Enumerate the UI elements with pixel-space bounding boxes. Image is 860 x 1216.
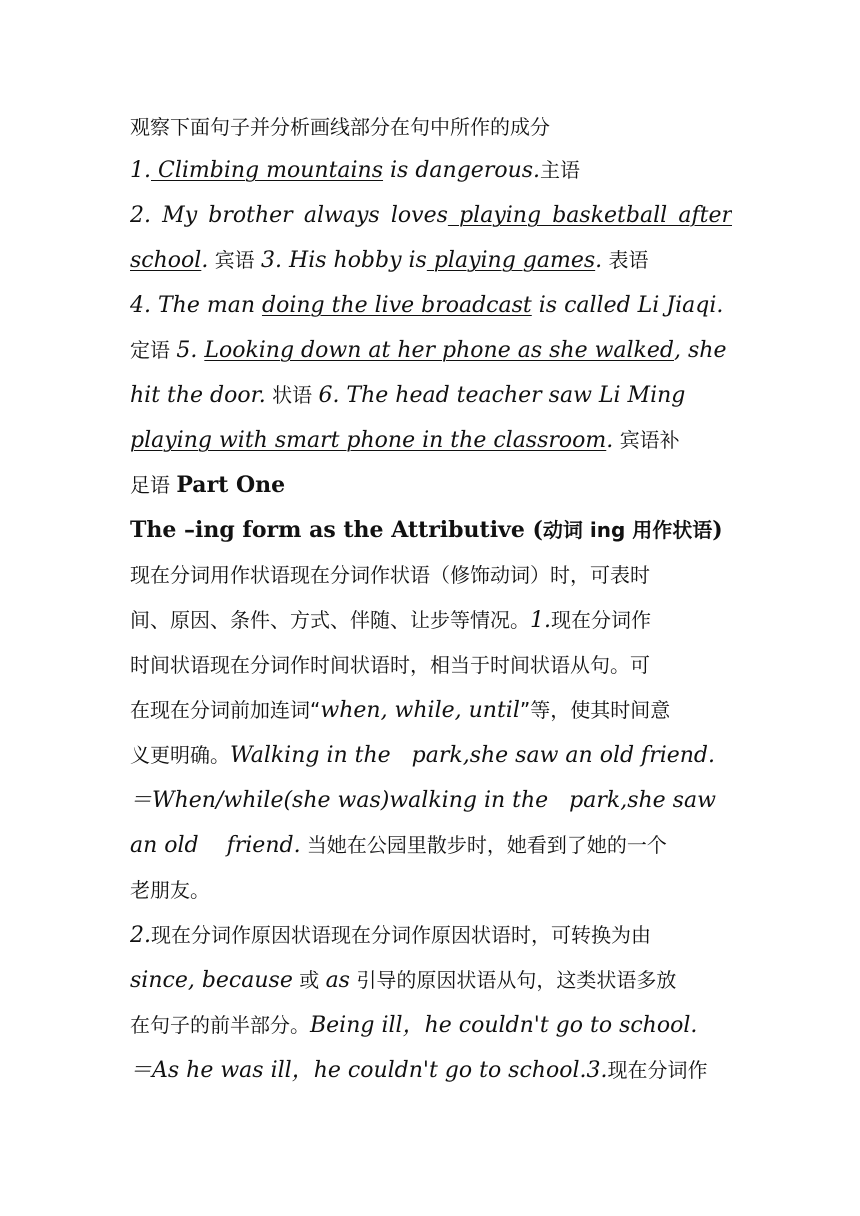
para2-line4 [130,1048,732,1093]
para1-text-4b: when, while, until [320,698,520,723]
ex1-rest: is dangerous. [383,158,541,183]
para2-line3 [130,1003,732,1048]
ex2-period: . [201,248,209,273]
ex1-number: 1. [130,158,151,183]
ex4-text: 4. The man [130,293,262,318]
para1-line8 [130,868,732,913]
ex5-underlined: Looking down at her phone as she walked [204,338,674,363]
para1-line7 [130,823,732,868]
para1-text-4a: 在现在分词前加连词“ [130,698,321,722]
intro-text: 观察下面句子并分析画线部分在句中所作的成分 [130,115,550,139]
ex1-underlined: Climbing mountains [151,158,384,183]
ex5-tag: 状语 [265,383,319,407]
part-one-heading: Part One [176,472,286,498]
intro-line [130,106,732,148]
para1-text-5a: 义更明确。 [130,743,230,767]
example-2-3-line [130,238,732,283]
ex2-underlined-cont: school [130,248,202,273]
ex6-tag-cont: 足语 [130,473,177,497]
ex6-underlined: playing with smart phone in the classroom [130,428,607,453]
para2-text-4a: ＝As he was ill，he couldn't go to school.3. [130,1058,608,1083]
para1-text-2a: 间、原因、条件、方式、伴随、让步等情况。 [130,608,530,632]
ex6-tag: 宾语补 [613,428,680,452]
para2-text-4b: 现在分词作 [607,1058,708,1082]
ex3-period: . [595,248,603,273]
para2-text-2a: since, because [130,968,293,993]
para1-line6 [130,778,732,823]
ex4-rest: is called Li Jiaqi. [531,293,724,318]
para1-text-1: 现在分词用作状语现在分词作状语（修饰动词）时，可表时 [130,563,650,587]
document-page [130,106,732,1093]
ex4-underlined: doing the live broadcast [261,293,532,318]
ex3-tag: 表语 [602,248,649,272]
para1-text-2c: 现在分词作 [551,608,651,632]
example-2-line [130,193,732,238]
ex5-cont: hit the door. [130,383,266,408]
ex3-text: 3. His hobby is [261,248,427,273]
ex3-underlined: playing games [426,248,596,273]
para2-text-2b: 或 [292,968,326,992]
para1-line2 [130,598,732,643]
para1-text-5b: Walking in the park,she saw an old friend. [230,743,716,768]
para2-text-3a: 在句子的前半部分。 [130,1013,310,1037]
ex2-text: 2. My brother always loves [130,203,448,228]
ex1-tag: 主语 [540,158,581,182]
para1-text-2b: 1. [530,608,551,633]
para2-text-2c: as [325,968,350,993]
part-one-line [130,463,732,508]
section-heading-en: The –ing form as the Attributive ( [130,517,543,543]
para1-line1 [130,553,732,598]
para2-line2 [130,958,732,1003]
para1-text-7a: an old friend. [130,833,301,858]
para1-text-8: 老朋友。 [130,878,210,902]
para2-text-2d: 引导的原因状语从句，这类状语多放 [349,968,677,992]
ex5-rest: , she [674,338,727,363]
para1-line5 [130,733,732,778]
para2-line1 [130,913,732,958]
para1-line4 [130,688,732,733]
para2-text-1a: 2. [130,923,151,948]
ex6-text: 6. The head teacher saw Li Ming [318,383,686,408]
para1-text-3: 时间状语现在分词作时间状语时，相当于时间状语从句。可 [130,653,650,677]
ex4-tag: 定语 [130,338,177,362]
ex2-tag: 宾语 [208,248,262,272]
example-4-line [130,283,732,328]
section-heading-cn: 动词 ing 用作状语 [542,518,713,542]
para1-line3 [130,643,732,688]
para2-text-1b: 现在分词作原因状语现在分词作原因状语时，可转换为由 [151,923,651,947]
example-6-line [130,418,732,463]
para2-text-3b: Being ill，he couldn't go to school. [310,1013,698,1038]
para1-text-4c: ”等，使其时间意 [519,698,671,722]
section-heading-end: ) [712,517,723,543]
example-4-5-line [130,328,732,373]
ex2-underlined: playing basketball after [447,203,732,228]
ex5-number: 5. [176,338,205,363]
para1-text-7b: 当她在公园里散步时，她看到了她的一个 [300,833,667,857]
ex6-period: . [606,428,614,453]
example-5-6-line [130,373,732,418]
example-1-line [130,148,732,193]
para1-text-6: ＝When/while(she was)walking in the park,she saw [130,788,716,813]
section-heading-line [130,508,732,553]
